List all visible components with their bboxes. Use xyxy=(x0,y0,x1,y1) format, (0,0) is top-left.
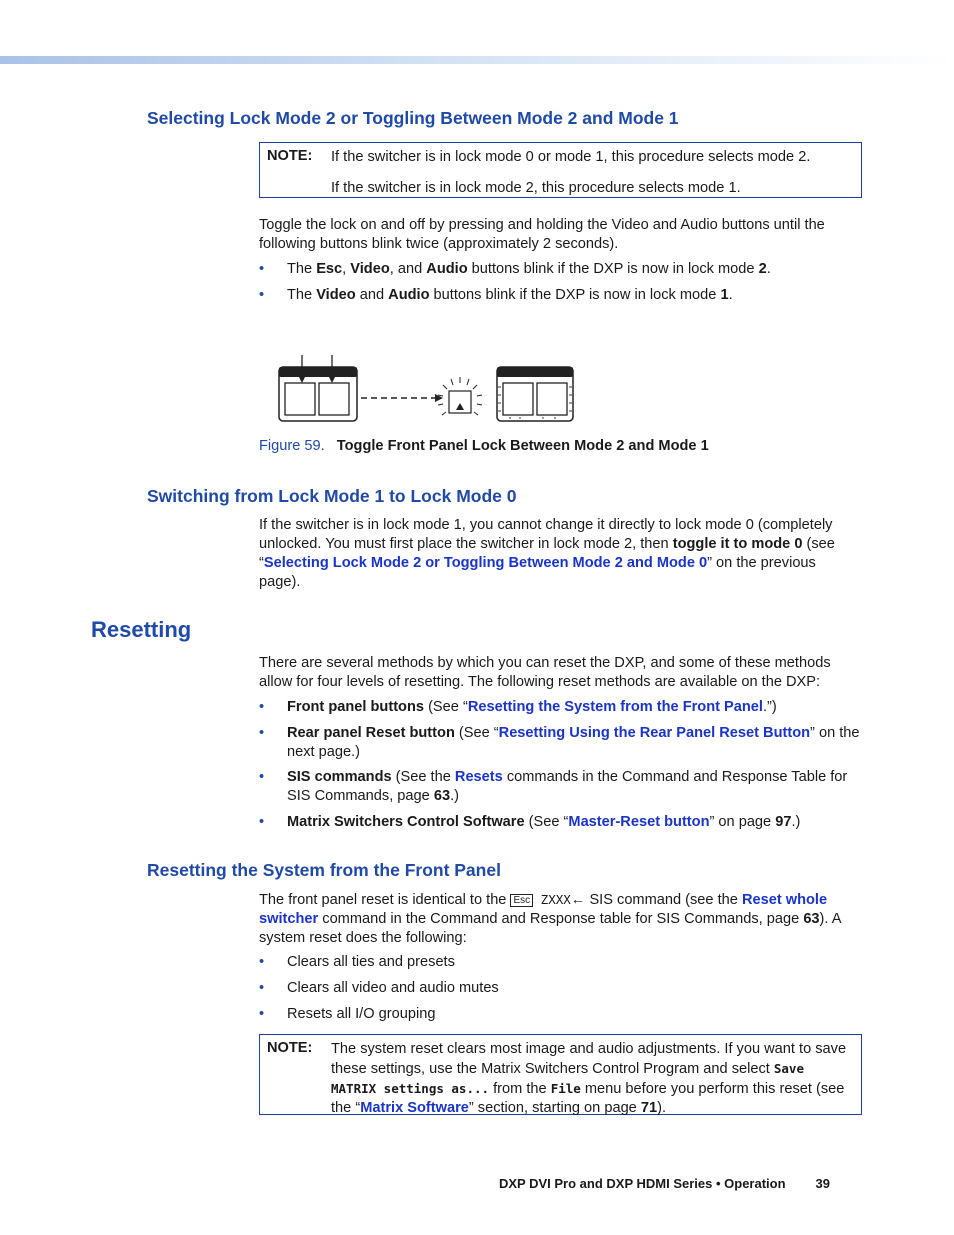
reset-method-front-panel: • Front panel buttons (See “Resetting the System from the Front Panel.”) xyxy=(259,699,777,715)
heading-selecting-lock-mode-2: Selecting Lock Mode 2 or Toggling Between Mode 2 and Mode 1 xyxy=(147,108,679,128)
audio-button xyxy=(319,383,349,415)
bullet-dot: • xyxy=(259,814,265,830)
bullet-dot: • xyxy=(259,954,265,970)
resetting-intro: There are several methods by which you can reset the DXP, and some of these methods allow for four levels of resetting. The following reset methods are available on the DXP: xyxy=(259,655,831,690)
note-label: NOTE: xyxy=(267,1040,313,1056)
link-resets[interactable]: Resets xyxy=(454,769,503,785)
note-body: The system reset clears most image and audio adjustments. If you want to save these settings, use the Matrix Switchers Control Program and select Save MATRIX settings as... from the File menu before you perform this reset (see the “Matrix Software” section, starting on page 71). xyxy=(331,1041,847,1116)
audio-button-blink xyxy=(537,383,567,415)
bullet-dot: • xyxy=(259,261,265,277)
link-selecting-lock-mode-2[interactable]: Selecting Lock Mode 2 or Toggling Between Mode 2 and Mode 0 xyxy=(263,555,708,571)
reset-method-rear-panel: • Rear panel Reset button (See “Resetting Using the Rear Panel Reset Button” on the next page.) xyxy=(259,725,860,760)
video-button xyxy=(285,383,315,415)
note-box-lock-mode xyxy=(259,142,862,198)
bullet-lock-mode-2: • The Esc, Video, and Audio buttons blink if the DXP is now in lock mode 2. xyxy=(259,261,771,277)
page-footer xyxy=(499,1174,830,1193)
link-master-reset[interactable]: Master-Reset button xyxy=(568,814,710,830)
panel-left-bar xyxy=(279,367,357,377)
switching-paragraph: If the switcher is in lock mode 1, you cannot change it directly to lock mode 0 (completely unlocked. You must first place the switcher in lock mode 2, then toggle it to mode 0 (see “Selecting Lock Mode 2 or Toggling Between Mode 2 and Mode 0” on the previous page). xyxy=(259,517,835,590)
bullet-dot: • xyxy=(259,980,265,996)
reset-effect-grouping: • Resets all I/O grouping xyxy=(259,1006,436,1022)
heading-resetting: Resetting xyxy=(91,617,192,642)
panel-right-bar xyxy=(497,367,573,377)
footer-title: DXP DVI Pro and DXP HDMI Series • Operation xyxy=(499,1176,786,1191)
front-panel-reset-paragraph: The front panel reset is identical to the Esc ZXXX← SIS command (see the Reset whole switcher command in the Command and Response table for SIS Commands, page 63). A system reset does the following: xyxy=(259,892,841,946)
figure-title: Toggle Front Panel Lock Between Mode 2 and Mode 1 xyxy=(336,438,709,454)
bullet-dot: • xyxy=(259,287,265,303)
note-box-system-reset xyxy=(259,1034,862,1115)
link-reset-whole-switcher[interactable]: Reset whole switcher xyxy=(259,892,828,927)
reset-method-sis: • SIS commands (See the Resets commands in the Command and Response Table for SIS Commands, page 63.) xyxy=(259,769,848,804)
figure-caption xyxy=(259,437,709,456)
bullet-dot: • xyxy=(259,769,265,785)
note-body xyxy=(331,148,853,198)
esc-key-icon: Esc xyxy=(510,894,533,907)
bullet-dot: • xyxy=(259,1006,265,1022)
reset-effect-ties: • Clears all ties and presets xyxy=(259,954,455,970)
link-rear-panel-reset[interactable]: Resetting Using the Rear Panel Reset Button xyxy=(498,725,811,741)
lock-toggle-diagram xyxy=(275,337,580,427)
lock-toggle-intro: Toggle the lock on and off by pressing and holding the Video and Audio buttons until the following buttons blink twice (approximately 2 seconds). xyxy=(259,217,825,252)
video-button-blink xyxy=(503,383,533,415)
header-band xyxy=(0,56,954,64)
link-matrix-software[interactable]: Matrix Software xyxy=(360,1100,469,1116)
reset-method-software: • Matrix Switchers Control Software (See “Master-Reset button” on page 97.) xyxy=(259,814,801,830)
link-resetting-front-panel[interactable]: Resetting the System from the Front Panel xyxy=(467,699,763,715)
bullet-dot: • xyxy=(259,725,265,741)
note-label: NOTE: xyxy=(267,148,313,164)
heading-switching-lock-mode: Switching from Lock Mode 1 to Lock Mode 0 xyxy=(147,486,517,506)
note-line-2: If the switcher is in lock mode 2, this procedure selects mode 1. xyxy=(331,180,741,196)
note-line-1: If the switcher is in lock mode 0 or mode 1, this procedure selects mode 2. xyxy=(331,149,811,165)
page-number: 39 xyxy=(815,1176,831,1191)
heading-resetting-front-panel: Resetting the System from the Front Panel xyxy=(147,860,501,880)
bullet-dot: • xyxy=(259,699,265,715)
bullet-lock-mode-1: • The Video and Audio buttons blink if the DXP is now in lock mode 1. xyxy=(259,287,733,303)
reset-effect-mutes: • Clears all video and audio mutes xyxy=(259,980,499,996)
enter-arrow-icon: ← xyxy=(570,892,586,908)
figure-number: Figure 59. xyxy=(259,438,325,454)
